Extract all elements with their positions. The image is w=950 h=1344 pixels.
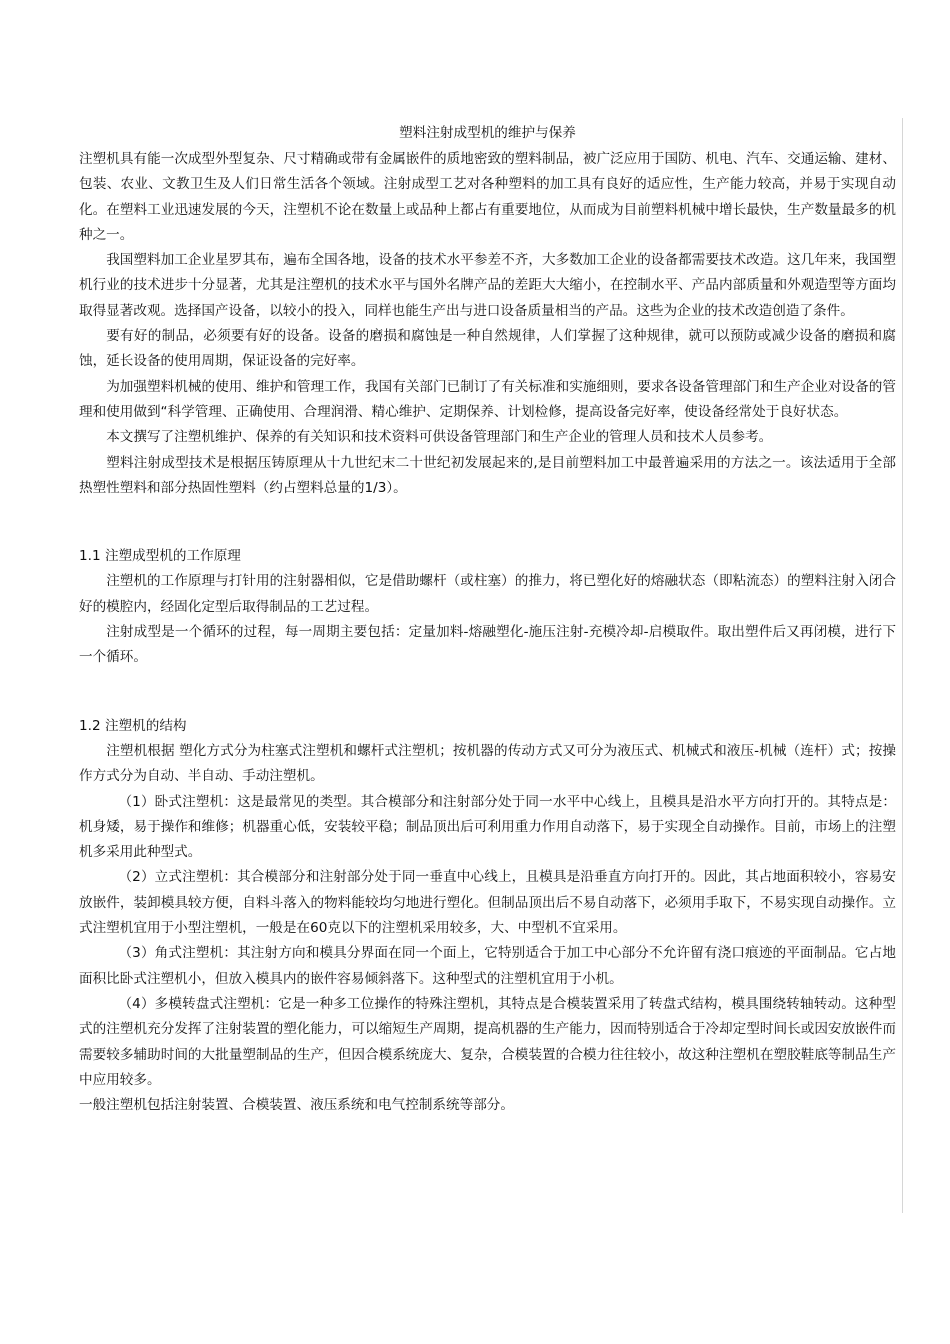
section1-paragraph-2: 注射成型是一个循环的过程，每一周期主要包括：定量加料-熔融塑化-施压注射-充模冷却-启模取件。取出塑件后又再闭模，进行下一个循环。 bbox=[79, 624, 896, 666]
section-spacer bbox=[79, 671, 896, 714]
section2-closing-paragraph: 一般注塑机包括注射装置、合模装置、液压系统和电气控制系统等部分。 bbox=[79, 1097, 514, 1114]
section2-lead-paragraph: 注塑机根据 塑化方式分为柱塞式注塑机和螺杆式注塑机；按机器的传动方式又可分为液压式、机械式和液压-机械（连杆）式；按操作方式分为自动、半自动、手动注塑机。 bbox=[79, 742, 896, 785]
machine-type-angle: （3）角式注塑机：其注射方向和模具分界面在同一个面上，它特别适合于加工中心部分不允许留有浇口痕迹的平面制品。它占地面积比卧式注塑机小，但放入模具内的嵌件容易倾斜落下。这种型式的注塑机宜用于小机。 bbox=[79, 945, 896, 987]
intro-paragraph-6: 塑料注射成型技术是根据压铸原理从十九世纪末二十世纪初发展起来的,是目前塑料加工中最普遍采用的方法之一。该法适用于全部热塑性塑料和部分热固性塑料（约占塑料总量的1/3）。 bbox=[79, 454, 896, 496]
section-heading-1-2: 1.2 注塑机的结构 bbox=[79, 717, 187, 734]
page-edge-rule bbox=[902, 118, 903, 1213]
intro-paragraph-1: 注塑机具有能一次成型外型复杂、尺寸精确或带有金属嵌件的质地密致的塑料制品，被广泛应用于国防、机电、汽车、交通运输、建材、包装、农业、文教卫生及人们日常生活各个领域。注射成型工艺对各种塑料的加工具有良好的适应性，生产能力较高，并易于实现自动化。在塑料工业迅速发展的今天，注塑机不论在数量上或品种上都占有重要地位，从而成为目前塑料机械中增长最快，生产数量最多的机种之一。 bbox=[79, 151, 896, 243]
intro-paragraph-2: 我国塑料加工企业星罗其布，遍布全国各地，设备的技术水平参差不齐，大多数加工企业的设备都需要技术改造。这几年来，我国塑机行业的技术进步十分显著，尤其是注塑机的技术水平与国外名牌产品的差距大大缩小，在控制水平、产品内部质量和外观造型等方面均取得显著改观。选择国产设备，以较小的投入，同样也能生产出与进口设备质量相当的产品。这些为企业的技术改造创造了条件。 bbox=[79, 252, 896, 319]
intro-paragraph-5: 本文撰写了注塑机维护、保养的有关知识和技术资料可供设备管理部门和生产企业的管理人员和技术人员参考。 bbox=[106, 429, 773, 446]
section1-paragraph-1: 注塑机的工作原理与打针用的注射器相似，它是借助螺杆（或柱塞）的推力，将已塑化好的熔融状态（即粘流态）的塑料注射入闭合好的模腔内，经固化定型后取得制品的工艺过程。 bbox=[79, 573, 896, 615]
intro-paragraph-4: 为加强塑料机械的使用、维护和管理工作，我国有关部门已制订了有关标准和实施细则，要求各设备管理部门和生产企业对设备的管理和使用做到“科学管理、正确使用、合理润滑、精心维护、定期保养、计划检修，提高设备完好率，使设备经常处于良好状态。 bbox=[79, 378, 896, 420]
section-spacer bbox=[79, 501, 896, 544]
machine-type-horizontal: （1）卧式注塑机：这是最常见的类型。其合模部分和注射部分处于同一水平中心线上，且模具是沿水平方向打开的。其特点是：机身矮，易于操作和维修；机器重心低，安装较平稳；制品顶出后可利用重力作用自动落下，易于实现全自动操作。目前，市场上的注塑机多采用此种型式。 bbox=[79, 793, 896, 861]
intro-paragraph-3: 要有好的制品，必须要有好的设备。设备的磨损和腐蚀是一种自然规律，人们掌握了这种规律，就可以预防或减少设备的磨损和腐蚀，延长设备的使用周期，保证设备的完好率。 bbox=[79, 328, 896, 370]
section-heading-1-1: 1.1 注塑成型机的工作原理 bbox=[79, 548, 241, 565]
machine-type-vertical: （2）立式注塑机：其合模部分和注射部分处于同一垂直中心线上，且模具是沿垂直方向打开的。因此，其占地面积较小，容易安放嵌件，装卸模具较方便，自料斗落入的物料能较均匀地进行塑化。但制品顶出后不易自动落下，必须用手取下，不易实现自动操作。立式注塑机宜用于小型注塑机，一般是在60克以下的注塑机采用较多，大、中型机不宜采用。 bbox=[79, 869, 896, 937]
machine-type-rotary: （4）多模转盘式注塑机：它是一种多工位操作的特殊注塑机，其特点是合模装置采用了转盘式结构，模具围绕转轴转动。这种型式的注塑机充分发挥了注射装置的塑化能力，可以缩短生产周期，提高机器的生产能力，因而特别适合于冷却定型时间长或因安放嵌件而需要较多辅助时间的大批量塑制品的生产，但因合模系统庞大、复杂，合模装置的合模力往往较小，故这种注塑机在塑胶鞋底等制品生产中应用较多。 bbox=[79, 995, 896, 1088]
document-title: 塑料注射成型机的维护与保养 bbox=[399, 125, 576, 141]
document-body bbox=[79, 121, 896, 1118]
